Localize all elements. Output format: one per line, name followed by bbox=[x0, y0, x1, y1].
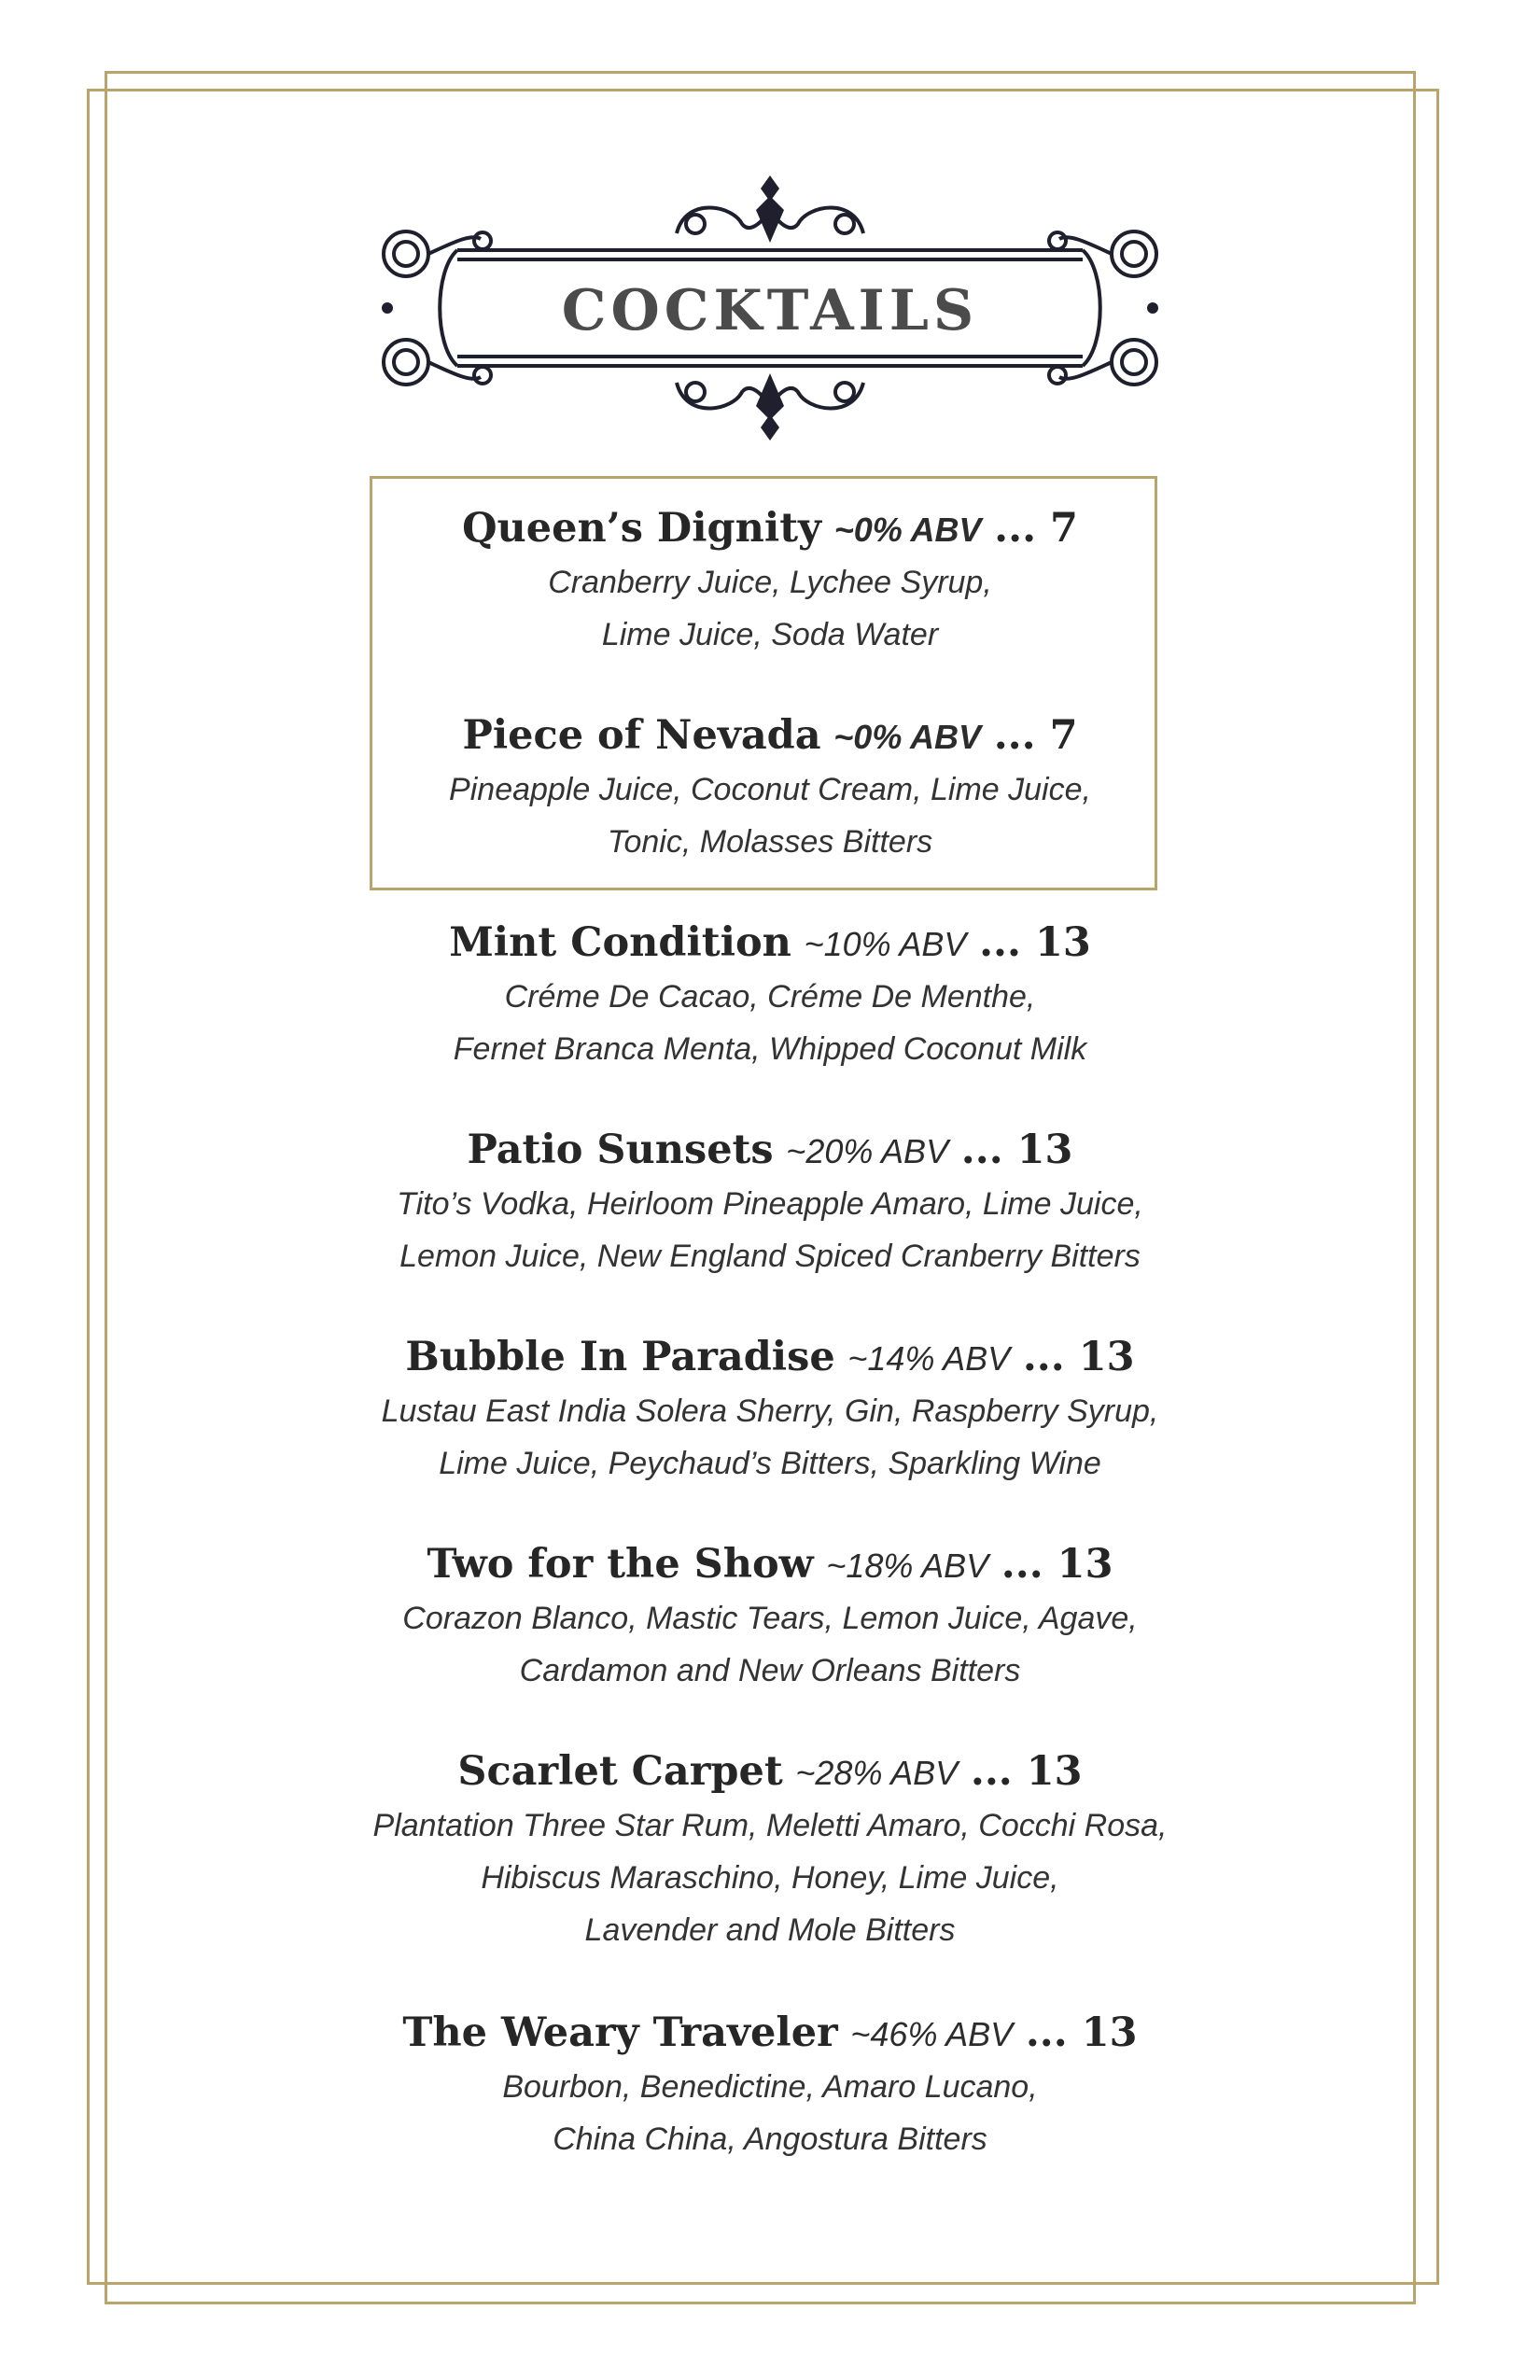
drink-price: ... 13 bbox=[979, 919, 1091, 966]
drink-ingredients: Pineapple Juice, Coconut Cream, Lime Juice, bbox=[449, 772, 1091, 807]
drink-abv: ~10% ABV bbox=[804, 925, 967, 963]
drink-name: Bubble In Paradise bbox=[405, 1334, 835, 1380]
drink-ingredients: Lavender and Mole Bitters bbox=[584, 1912, 956, 1948]
drink-abv: ~46% ABV bbox=[850, 2015, 1014, 2053]
drink-ingredients: Lime Juice, Peychaud’s Bitters, Sparkling Wine bbox=[439, 1446, 1101, 1481]
drink-item bbox=[187, 917, 1353, 1075]
drink-title bbox=[187, 502, 1353, 556]
drink-title bbox=[187, 1538, 1353, 1592]
drink-ingredients: Tito’s Vodka, Heirloom Pineapple Amaro, Lime Juice, bbox=[397, 1186, 1143, 1222]
drink-name: Patio Sunsets bbox=[467, 1127, 774, 1173]
drink-name: Mint Condition bbox=[449, 919, 791, 966]
drink-title bbox=[187, 1745, 1353, 1799]
drink-price: ... 13 bbox=[1001, 1541, 1113, 1588]
drink-title bbox=[187, 2007, 1353, 2061]
drink-ingredients: Corazon Blanco, Mastic Tears, Lemon Juice, Agave, bbox=[402, 1601, 1138, 1636]
drink-title bbox=[187, 1331, 1353, 1385]
drink-ingredients: Créme De Cacao, Créme De Menthe, bbox=[504, 979, 1036, 1015]
drink-ingredients: China China, Angostura Bitters bbox=[553, 2121, 987, 2157]
drink-price: ... 13 bbox=[970, 1748, 1083, 1795]
drink-abv: ~0% ABV bbox=[833, 718, 982, 756]
header-ornament bbox=[369, 168, 1171, 448]
drink-price: ... 7 bbox=[993, 712, 1078, 759]
drink-title bbox=[187, 1124, 1353, 1178]
menu-title: COCKTAILS bbox=[561, 278, 979, 343]
drink-item bbox=[187, 1538, 1353, 1697]
drink-ingredients: Fernet Branca Menta, Whipped Coconut Milk bbox=[453, 1031, 1087, 1067]
drink-ingredients: Hibiscus Maraschino, Honey, Lime Juice, bbox=[481, 1860, 1059, 1896]
drink-abv: ~18% ABV bbox=[826, 1547, 989, 1585]
drink-ingredients: Bourbon, Benedictine, Amaro Lucano, bbox=[502, 2069, 1038, 2105]
drink-title bbox=[187, 709, 1353, 763]
drink-price: ... 13 bbox=[1025, 2009, 1138, 2056]
drink-abv: ~0% ABV bbox=[833, 511, 982, 549]
drink-ingredients: Lustau East India Solera Sherry, Gin, Raspberry Syrup, bbox=[381, 1393, 1159, 1429]
drink-name: Queen’s Dignity bbox=[462, 505, 822, 552]
drink-ingredients: Lime Juice, Soda Water bbox=[601, 617, 939, 652]
drink-price: ... 7 bbox=[994, 505, 1078, 552]
drink-abv: ~20% ABV bbox=[786, 1132, 949, 1170]
drink-name: Piece of Nevada bbox=[462, 712, 821, 759]
drink-ingredients: Lemon Juice, New England Spiced Cranberry Bitters bbox=[399, 1239, 1141, 1274]
drink-item bbox=[187, 2007, 1353, 2165]
drink-title bbox=[187, 917, 1353, 971]
drink-item bbox=[187, 1124, 1353, 1282]
drink-abv: ~14% ABV bbox=[847, 1339, 1011, 1378]
drink-abv: ~28% ABV bbox=[795, 1754, 959, 1792]
drink-item bbox=[187, 1745, 1353, 1956]
drink-ingredients: Cardamon and New Orleans Bitters bbox=[519, 1653, 1021, 1688]
drink-item bbox=[187, 1331, 1353, 1490]
drink-ingredients: Tonic, Molasses Bitters bbox=[607, 824, 933, 860]
drink-name: The Weary Traveler bbox=[402, 2009, 838, 2056]
drink-name: Two for the Show bbox=[427, 1541, 814, 1588]
drink-ingredients: Cranberry Juice, Lychee Syrup, bbox=[548, 565, 992, 600]
drink-ingredients: Plantation Three Star Rum, Meletti Amaro, Cocchi Rosa, bbox=[372, 1808, 1168, 1843]
drink-price: ... 13 bbox=[1022, 1334, 1135, 1380]
drink-name: Scarlet Carpet bbox=[457, 1748, 783, 1795]
drink-item bbox=[187, 502, 1353, 661]
drink-item bbox=[187, 709, 1353, 868]
drink-price: ... 13 bbox=[960, 1127, 1073, 1173]
